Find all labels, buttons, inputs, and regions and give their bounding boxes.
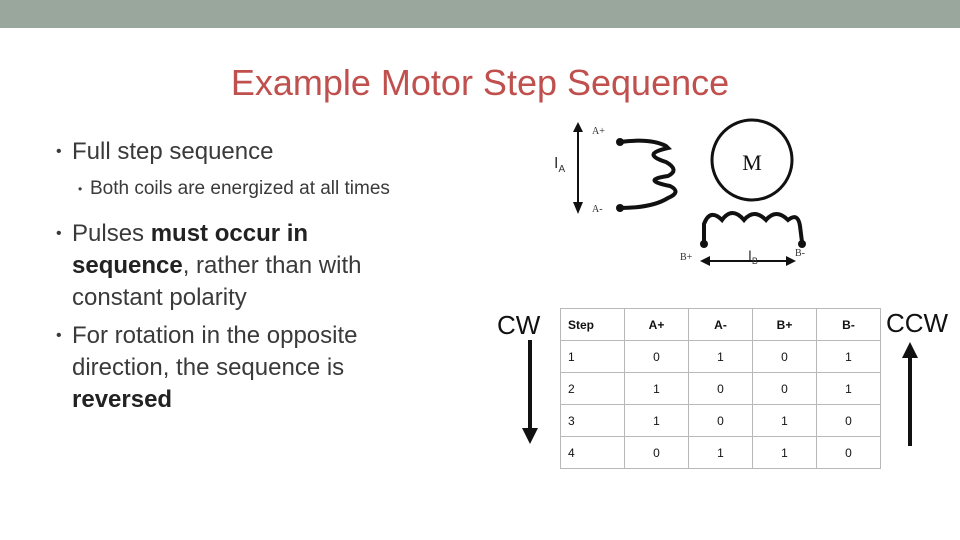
- table-cell: 0: [625, 341, 689, 373]
- table-cell: 1: [689, 341, 753, 373]
- cw-label: CW: [497, 310, 541, 340]
- coil-a-end-top: [616, 138, 624, 146]
- coil-a-end-bottom: [616, 204, 624, 212]
- bullet-full-step: • Full step sequence: [56, 136, 426, 168]
- bullet-rotation-bold: reversed: [72, 386, 173, 413]
- ia-arrow-down-head: [573, 202, 583, 214]
- cw-down-arrow-icon: [518, 338, 542, 446]
- coil-a: [620, 141, 676, 208]
- table-cell: 4: [561, 437, 625, 469]
- b-plus-label: B+: [680, 252, 693, 263]
- motor-label: M: [742, 150, 762, 175]
- table-cell: 1: [817, 341, 881, 373]
- table-cell: 1: [625, 405, 689, 437]
- bullet-pulses-pre: Pulses: [72, 220, 151, 247]
- header-a-minus: A-: [689, 309, 753, 341]
- table-row: [561, 405, 881, 437]
- table-cell: 1: [561, 341, 625, 373]
- header-b-minus: B-: [817, 309, 881, 341]
- motor-diagram: [540, 118, 840, 268]
- bullet-list: [56, 136, 426, 416]
- table-cell: 0: [753, 373, 817, 405]
- b-minus-label: B-: [795, 248, 805, 259]
- bullet-pulses-post: , rather than with constant polarity: [72, 252, 362, 311]
- bullet-pulses-bold: must occur in sequence: [72, 220, 309, 279]
- ccw-label: CCW: [886, 308, 949, 338]
- top-bar: [0, 0, 960, 28]
- a-plus-label: A+: [592, 126, 605, 137]
- table-cell: 0: [625, 437, 689, 469]
- slide-title: Example Motor Step Sequence: [230, 62, 730, 103]
- coil-b: [704, 213, 802, 242]
- table-cell: 1: [817, 373, 881, 405]
- table-cell: 1: [753, 405, 817, 437]
- table-cell: 0: [689, 373, 753, 405]
- step-sequence-table: [560, 308, 881, 469]
- table-cell: 2: [561, 373, 625, 405]
- table-row: [561, 373, 881, 405]
- coil-b-end-left: [700, 240, 708, 248]
- bullet-rotation: [56, 320, 426, 416]
- ia-label: $I_A$: [554, 155, 566, 175]
- table-cell: 3: [561, 405, 625, 437]
- bullet-pulses: [56, 218, 426, 314]
- table-cell: 0: [817, 405, 881, 437]
- bullet-rotation-pre: For rotation in the opposite direction, the sequence is: [72, 322, 358, 381]
- header-a-plus: A+: [625, 309, 689, 341]
- table-cell: 0: [817, 437, 881, 469]
- sub-bullet-both-coils: • Both coils are energized at all times: [56, 174, 426, 204]
- ib-label: $I_B$: [748, 247, 758, 266]
- table-header-row: [561, 309, 881, 341]
- table-cell: 1: [625, 373, 689, 405]
- header-step: Step: [561, 309, 625, 341]
- ccw-up-arrow-icon: [898, 340, 922, 448]
- table-cell: 1: [689, 437, 753, 469]
- table-cell: 0: [689, 405, 753, 437]
- ia-arrow-up-head: [573, 122, 583, 132]
- header-b-plus: B+: [753, 309, 817, 341]
- ib-arrow-left-head: [700, 256, 710, 266]
- table-row: [561, 437, 881, 469]
- table-row: [561, 341, 881, 373]
- table-cell: 1: [753, 437, 817, 469]
- table-cell: 0: [753, 341, 817, 373]
- a-minus-label: A-: [592, 204, 603, 215]
- coil-b-end-right: [798, 240, 806, 248]
